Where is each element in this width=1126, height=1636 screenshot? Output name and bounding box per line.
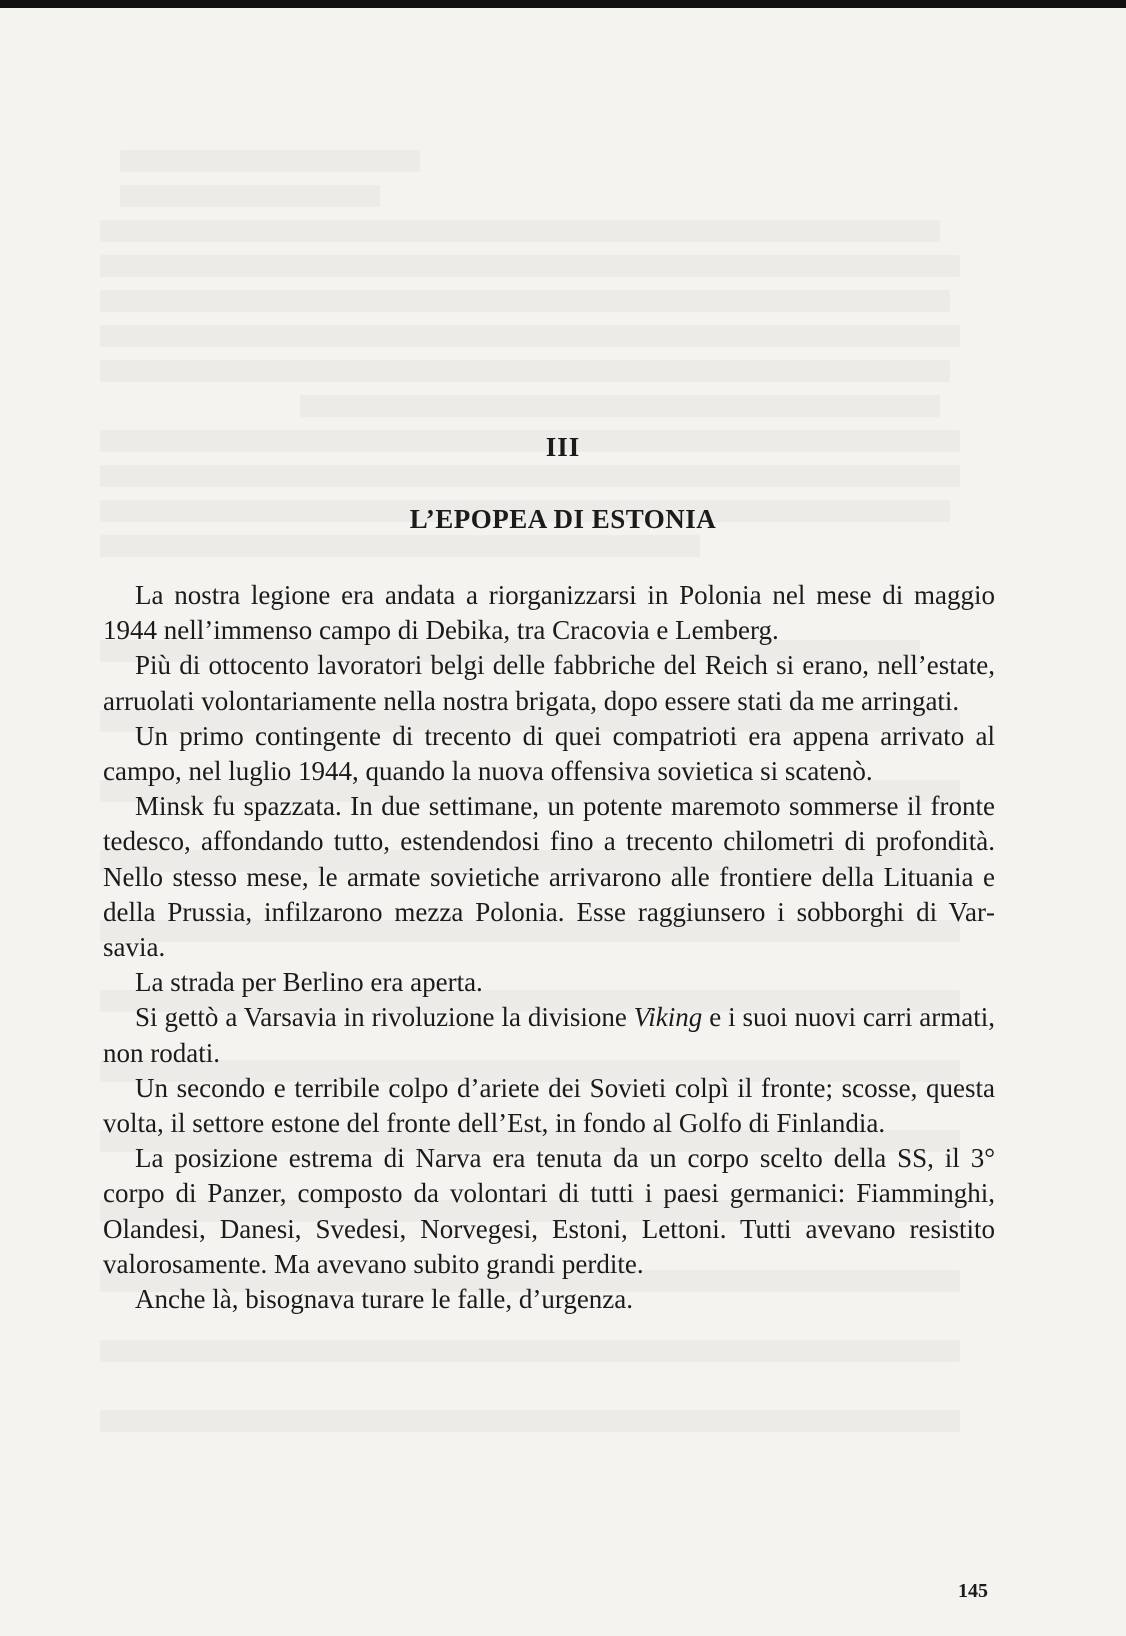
chapter-number: III — [545, 432, 581, 462]
paragraph: Un primo contingente di trecento di quei compatrioti era appena arrivato al campo, nel luglio 1944, quando la nuova offensiva sovietica si scatenò. — [103, 720, 995, 787]
paragraph-viking — [103, 1000, 995, 1070]
paragraph: La nostra legione era andata a riorganizzarsi in Polonia nel mese di maggio 1944 nell’immenso campo di Debika, tra Cracovia e Lemberg. — [103, 580, 995, 646]
paragraph: Anche là, bisognava turare le falle, d’urgenza. — [135, 1284, 634, 1315]
chapter-body — [103, 578, 995, 1317]
paragraph: Minsk fu spazzata. In due settimane, un potente maremoto sommerse il fronte tedesco, affondando tutto, estendendosi fino a trecento chilometri di profondità. Nello stesso mese, le armate sovietiche arrivarono alle frontiere della Lituania e della Prussia, infilzarono mezza Polonia. Esse raggiunsero i sobborghi di Varsavia. — [103, 791, 995, 963]
top-border-rule — [0, 0, 1126, 8]
paragraph: La posizione estrema di Narva era tenuta da un corpo scelto della SS, il 3° corpo di Panzer, composto da volontari di tutti i paesi germanici: Fiamminghi, Olandesi, Danesi, Svedesi, Norvegesi, Estoni, Lettoni. Tutti avevano resistito valorosamente. Ma avevano subito grandi perdite. — [103, 1143, 995, 1279]
paragraph: Un secondo e terribile colpo d’ariete dei Sovieti colpì il fronte; scosse, questa volta, il settore estone del fronte dell’Est, in fondo al Golfo di Finlandia. — [103, 1072, 995, 1139]
paragraph: Più di ottocento lavoratori belgi delle fabbriche del Reich si erano, nell’estate, arruolati volontariamente nella nostra brigata, dopo essere stati da me arringati. — [103, 650, 995, 716]
chapter-title: L’EPOPEA DI ESTONIA — [409, 504, 717, 534]
page-number: 145 — [958, 1580, 988, 1602]
paragraph-text: Si gettò a Varsavia in rivoluzione la divisione — [135, 1002, 634, 1033]
paragraph-text: e i suoi nuovi carri armati, non rodati. — [103, 1002, 995, 1068]
division-name-italic: Viking — [633, 1002, 703, 1033]
paragraph: La strada per Berlino era aperta. — [135, 967, 483, 998]
